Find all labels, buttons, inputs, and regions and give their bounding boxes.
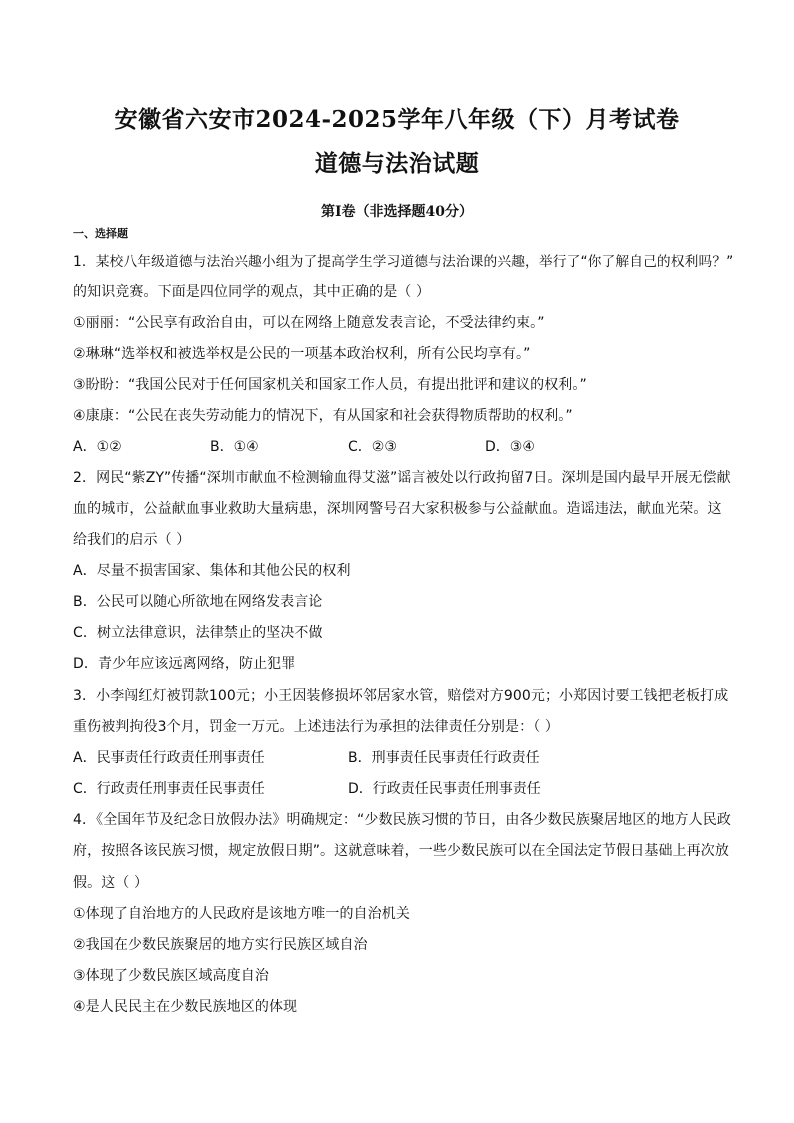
part-title: 第Ⅰ卷（非选择题40分） xyxy=(320,204,474,220)
section-heading: 一、选择题 xyxy=(73,227,128,240)
q3-stem-line1: 3．小李闯红灯被罚款100元；小王因装修损坏邻居家水管，赔偿对方900元；小郑因讨要工钱把老板打成 xyxy=(73,688,729,704)
q2-stem-line1: 2．网民“紫ZY”传播“深圳市献血不检测输血得艾滋”谣言被处以行政拘留7日。深圳是国内最早开展无偿献 xyxy=(73,470,731,486)
q2-stem-line3: 给我们的启示（ ） xyxy=(73,532,191,548)
q1-statement-4: ④康康：“公民在丧失劳动能力的情况下，有从国家和社会获得物质帮助的权利。” xyxy=(73,408,573,424)
q2-stem-line2: 血的城市，公益献血事业救助大量病患，深圳网警号召大家积极参与公益献血。造谣违法，献血光荣。这 xyxy=(73,501,722,517)
q2-option-a: A．尽量不损害国家、集体和其他公民的权利 xyxy=(73,563,351,579)
q4-stem-line2: 府，按照各该民族习惯，规定放假日期”。这就意味着，一些少数民族可以在全国法定节假日基础上再次放 xyxy=(73,843,729,859)
q4-statement-3: ③体现了少数民族区域高度自治 xyxy=(73,968,269,984)
q4-statement-2: ②我国在少数民族聚居的地方实行民族区域自治 xyxy=(73,937,368,953)
q3-option-a: A．民事责任行政责任刑事责任 xyxy=(73,750,265,766)
q1-statement-2: ②琳琳“选举权和被选举权是公民的一项基本政治权利，所有公民均享有。” xyxy=(73,346,531,362)
q4-stem-line3: 假。这（ ） xyxy=(73,875,149,891)
q2-option-b: B．公民可以随心所欲地在网络发表言论 xyxy=(73,594,323,610)
q3-stem-line2: 重伤被判拘役3个月，罚金一万元。上述违法行为承担的法律责任分别是：（ ） xyxy=(73,719,559,735)
q4-stem-line1: 4．《全国年节及纪念日放假办法》明确规定：“少数民族习惯的节日，由各少数民族聚居地区的地方人民政 xyxy=(73,812,731,828)
q1-option-a: A．①② xyxy=(73,439,122,455)
q3-option-c: C．行政责任刑事责任民事责任 xyxy=(73,781,265,797)
exam-subject-title: 道德与法治试题 xyxy=(314,150,480,177)
q2-option-d: D．青少年应该远离网络，防止犯罪 xyxy=(73,656,296,672)
q3-option-b: B．刑事责任民事责任行政责任 xyxy=(348,750,540,766)
q2-option-c: C．树立法律意识，法律禁止的坚决不做 xyxy=(73,625,323,641)
q1-stem-line2: 的知识竞赛。下面是四位同学的观点，其中正确的是（ ） xyxy=(73,284,431,300)
q1-stem-line1: 1．某校八年级道德与法治兴趣小组为了提高学生学习道德与法治课的兴趣，举行了“你了解自己的权利吗？” xyxy=(73,254,734,270)
exam-title: 安徽省六安市2024-2025学年八年级（下）月考试卷 xyxy=(114,106,680,133)
q4-statement-1: ①体现了自治地方的人民政府是该地方唯一的自治机关 xyxy=(73,906,410,922)
q4-statement-4: ④是人民民主在少数民族地区的体现 xyxy=(73,999,298,1015)
q1-statement-1: ①丽丽：“公民享有政治自由，可以在网络上随意发表言论，不受法律约束。” xyxy=(73,315,545,331)
q3-option-d: D．行政责任民事责任刑事责任 xyxy=(348,781,541,797)
q1-statement-3: ③盼盼：“我国公民对于任何国家机关和国家工作人员，有提出批评和建议的权利。” xyxy=(73,377,587,393)
q1-option-c: C．②③ xyxy=(348,439,397,455)
q1-option-d: D．③④ xyxy=(485,439,535,455)
q1-option-b: B．①④ xyxy=(210,439,259,455)
